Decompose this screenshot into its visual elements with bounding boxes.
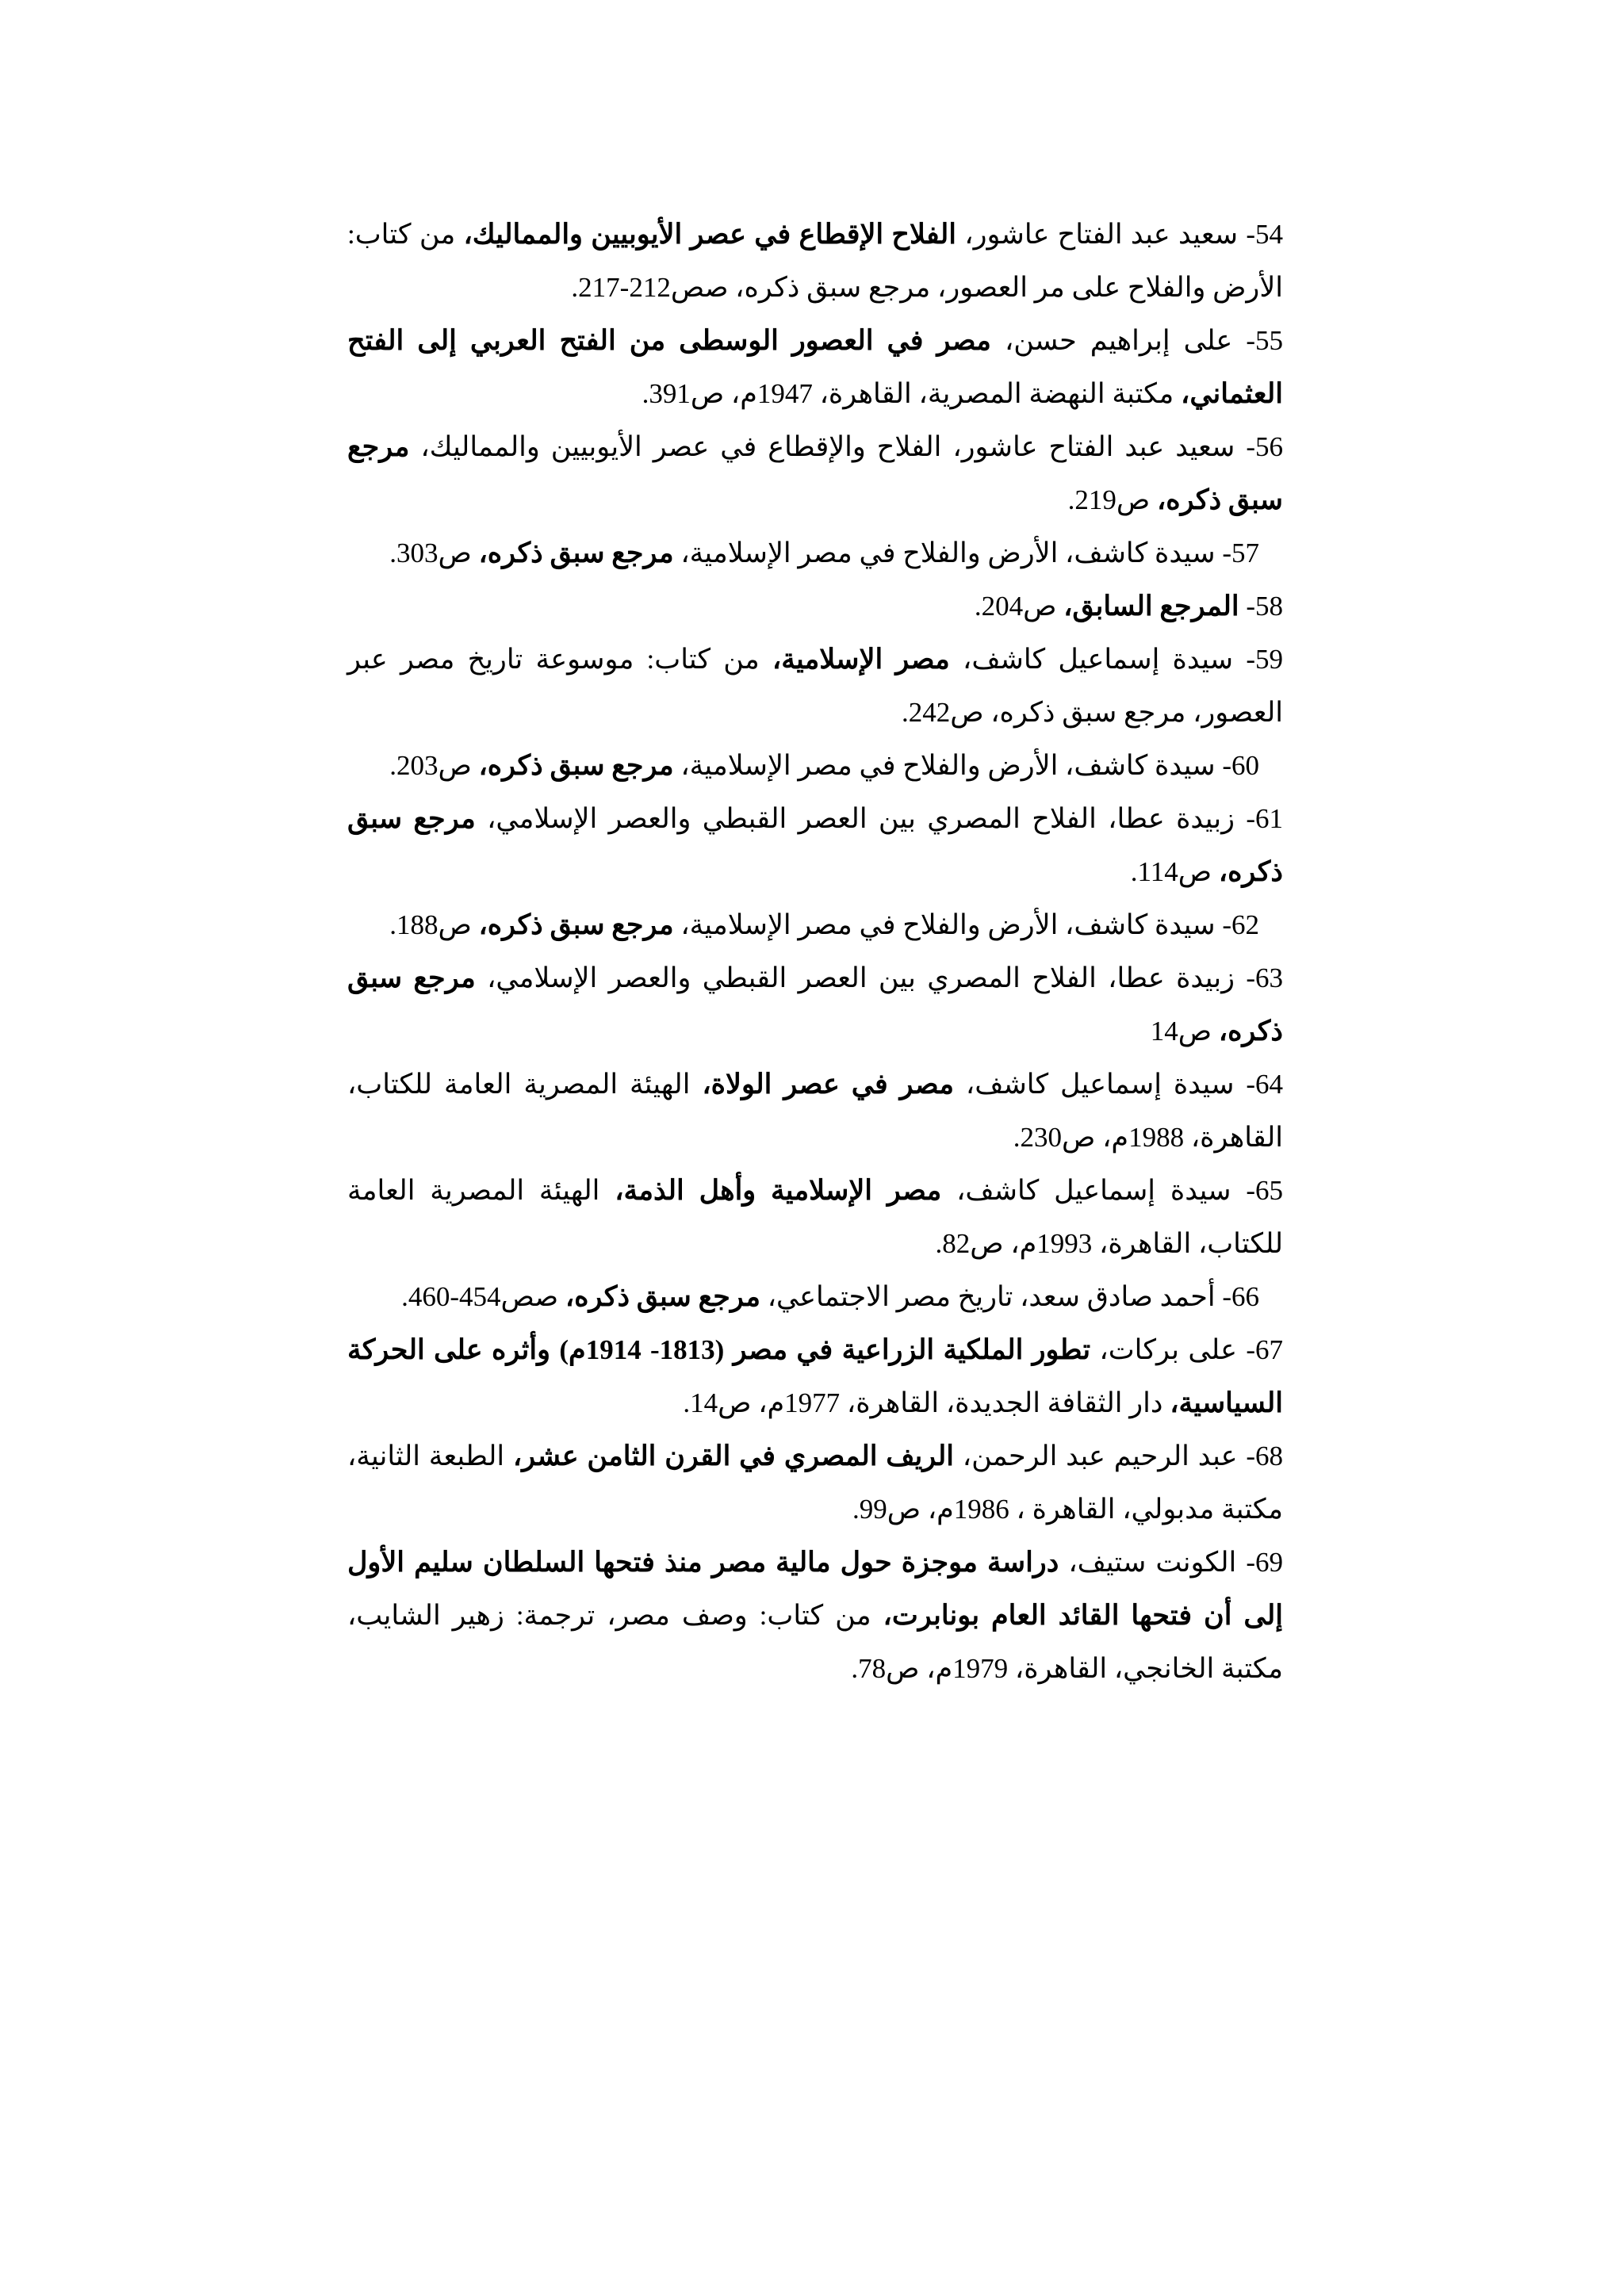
- footnote-text: دار الثقافة الجديدة، القاهرة، 1977م، ص14.: [683, 1387, 1170, 1418]
- footnote-text: من كتاب: الأرض والفلاح على مر العصور، مرجع سبق ذكره، صص212-217.: [347, 219, 1283, 303]
- footnote-59: [347, 633, 1283, 739]
- footnote-text: 61- زبيدة عطا، الفلاح المصري بين العصر القبطي والعصر الإسلامي،: [475, 803, 1283, 834]
- footnote-text: 55- على إبراهيم حسن،: [990, 325, 1283, 356]
- footnote-title: مصر في العصور الوسطى من الفتح العربي إلى الفتح العثماني،: [347, 325, 1283, 409]
- footnote-text: 54- سعيد عبد الفتاح عاشور،: [956, 219, 1284, 250]
- footnote-66: [347, 1270, 1283, 1323]
- footnote-text: ص14: [1150, 1016, 1219, 1047]
- footnote-text: صص454-460.: [401, 1281, 565, 1312]
- footnote-text: ص303.: [389, 538, 479, 568]
- footnote-title: مرجع سبق ذكره،: [347, 431, 1283, 515]
- footnote-title: مرجع سبق ذكره،: [347, 803, 1283, 887]
- footnote-title: المرجع السابق،: [1063, 591, 1239, 622]
- footnote-text: ص219.: [1067, 484, 1157, 515]
- footnote-title: دراسة موجزة حول مالية مصر منذ فتحها السلطان سليم الأول إلى أن فتحها القائد العام بونابرت،: [347, 1547, 1283, 1631]
- footnote-text: 65- سيدة إسماعيل كاشف،: [941, 1175, 1283, 1206]
- footnote-text: الطبعة الثانية، مكتبة مدبولي، القاهرة ، 1986م، ص99.: [347, 1441, 1283, 1525]
- footnote-text: 68- عبد الرحيم عبد الرحمن،: [953, 1441, 1283, 1471]
- footnote-title: مصر الإسلامية وأهل الذمة،: [615, 1175, 942, 1206]
- footnote-title: الفلاح الإقطاع في عصر الأيوبيين والمماليك،: [463, 219, 956, 250]
- footnote-title: الريف المصري في القرن الثامن عشر،: [512, 1441, 954, 1471]
- footnote-text: 66- أحمد صادق سعد، تاريخ مصر الاجتماعي،: [760, 1281, 1259, 1312]
- footnote-57: [347, 526, 1283, 580]
- footnote-text: مكتبة النهضة المصرية، القاهرة، 1947م، ص391.: [642, 378, 1182, 409]
- footnote-title: مرجع سبق ذكره،: [478, 538, 674, 568]
- footnotes-page: [347, 208, 1283, 1695]
- footnote-text: من كتاب: وصف مصر، ترجمة: زهير الشايب، مكتبة الخانجي، القاهرة، 1979م، ص78.: [347, 1600, 1283, 1684]
- footnote-text: الهيئة المصرية العامة للكتاب، القاهرة، 1993م، ص82.: [347, 1175, 1283, 1259]
- footnote-text: من كتاب: موسوعة تاريخ مصر عبر العصور، مرجع سبق ذكره، ص242.: [347, 644, 1283, 728]
- footnote-title: مصر في عصر الولاة،: [702, 1069, 955, 1100]
- footnote-67: [347, 1323, 1283, 1429]
- footnote-title: مرجع سبق ذكره،: [478, 909, 674, 940]
- footnote-title: مرجع سبق ذكره،: [347, 962, 1283, 1047]
- footnote-text: ص203.: [389, 750, 479, 781]
- footnote-title: مصر الإسلامية،: [772, 644, 950, 675]
- footnote-title: مرجع سبق ذكره،: [565, 1281, 760, 1312]
- footnote-text: ص114.: [1130, 856, 1219, 887]
- footnote-text: 59- سيدة إسماعيل كاشف،: [949, 644, 1283, 675]
- footnote-61: [347, 792, 1283, 898]
- footnote-text: 67- على بركات،: [1090, 1334, 1283, 1365]
- footnote-64: [347, 1058, 1283, 1164]
- footnote-text: 60- سيدة كاشف، الأرض والفلاح في مصر الإسلامية،: [673, 750, 1259, 781]
- footnote-text: ص204.: [974, 591, 1064, 622]
- footnote-54: [347, 208, 1283, 314]
- footnote-60: [347, 739, 1283, 792]
- footnote-55: [347, 314, 1283, 420]
- footnote-text: 56- سعيد عبد الفتاح عاشور، الفلاح والإقطاع في عصر الأيوبيين والمماليك،: [409, 431, 1283, 462]
- footnote-65: [347, 1164, 1283, 1270]
- footnote-text: 64- سيدة إسماعيل كاشف،: [954, 1069, 1283, 1100]
- footnote-68: [347, 1429, 1283, 1536]
- footnote-title: تطور الملكية الزراعية في مصر (1813- 1914م) وأثره على الحركة السياسية،: [347, 1334, 1283, 1418]
- footnote-56: [347, 420, 1283, 526]
- footnote-62: [347, 898, 1283, 951]
- footnote-text: 58-: [1239, 591, 1283, 622]
- footnote-text: 57- سيدة كاشف، الأرض والفلاح في مصر الإسلامية،: [673, 538, 1259, 568]
- footnote-text: الهيئة المصرية العامة للكتاب، القاهرة، 1988م، ص230.: [347, 1069, 1283, 1153]
- footnote-58: [347, 580, 1283, 633]
- footnote-text: ص188.: [389, 909, 479, 940]
- footnote-text: 69- الكونت ستيف،: [1059, 1547, 1283, 1578]
- footnote-title: مرجع سبق ذكره،: [478, 750, 674, 781]
- footnote-63: [347, 951, 1283, 1058]
- footnote-69: [347, 1536, 1283, 1695]
- footnote-text: 62- سيدة كاشف، الأرض والفلاح في مصر الإسلامية،: [673, 909, 1259, 940]
- footnote-text: 63- زبيدة عطا، الفلاح المصري بين العصر القبطي والعصر الإسلامي،: [475, 962, 1283, 993]
